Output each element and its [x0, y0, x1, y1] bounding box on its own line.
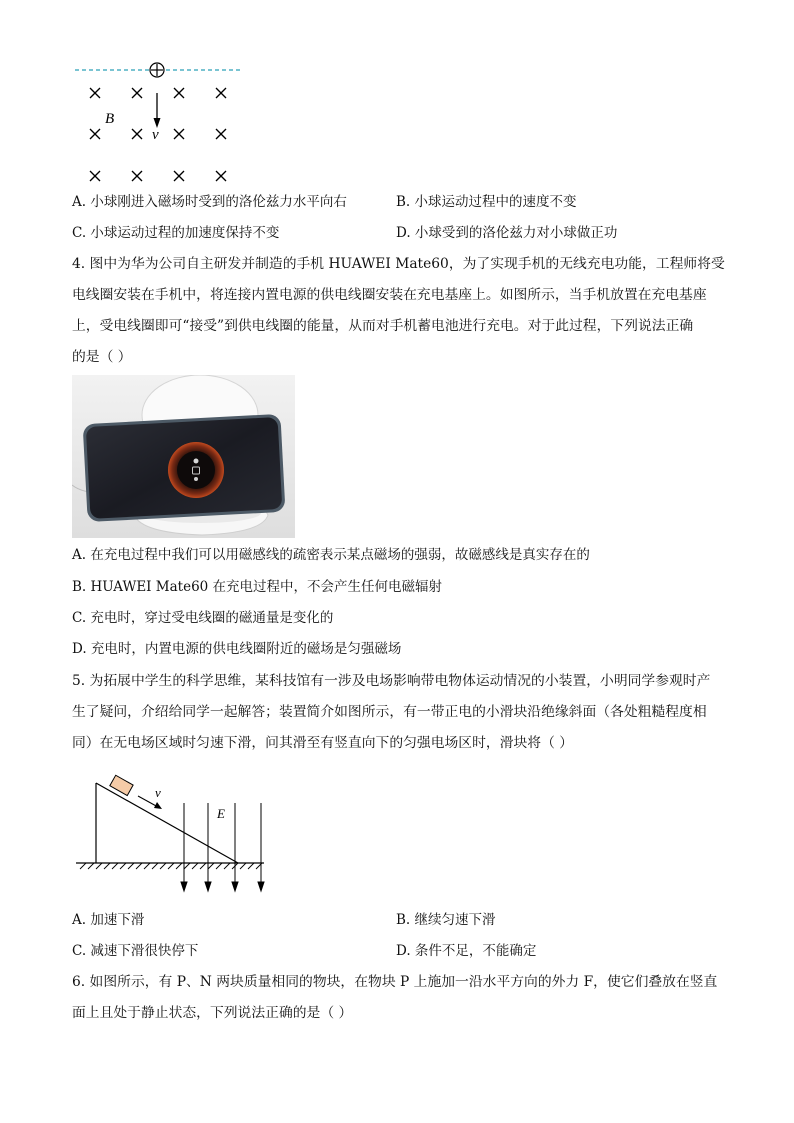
label-E: E	[217, 806, 225, 821]
q4-stem-line-2: 电线圈安装在手机中，将连接内置电源的供电线圈安装在充电基座上。如图所示，当手机放置在充电基座	[72, 287, 707, 303]
incline-slope	[96, 783, 238, 863]
q4-option-d: D. 充电时，内置电源的供电线圈附近的磁场是匀强磁场	[72, 641, 402, 657]
q5-option-a: A. 加速下滑	[72, 912, 145, 928]
q4-option-c: C. 充电时，穿过受电线圈的磁通量是变化的	[72, 610, 334, 626]
magnetic-field-figure	[60, 55, 260, 190]
q4-stem-line-3: 上，受电线圈即可“接受”到供电线圈的能量，从而对手机蓄电池进行充电。对于此过程，下列说法正确	[72, 318, 694, 334]
q4-option-b: B. HUAWEI Mate60 在充电过程中，不会产生任何电磁辐射	[72, 579, 443, 595]
q4-stem-line-4: 的是（ ）	[72, 349, 132, 365]
label-v: v	[155, 785, 161, 800]
q5-option-b: B. 继续匀速下滑	[396, 912, 496, 928]
q3-option-d: D. 小球受到的洛伦兹力对小球做正功	[396, 225, 618, 241]
q6-stem-line-1: 6. 如图所示，有 P、N 两块质量相同的物块，在物块 P 上施加一沿水平方向的外力 F，使它们叠放在竖直	[72, 974, 718, 990]
q5-option-d: D. 条件不足，不能确定	[396, 943, 537, 959]
q4-option-a: A. 在充电过程中我们可以用磁感线的疏密表示某点磁场的强弱，故磁感线是真实存在的	[72, 547, 590, 563]
q3-option-c: C. 小球运动过程的加速度保持不变	[72, 225, 280, 241]
q3-option-b: B. 小球运动过程中的速度不变	[396, 194, 577, 210]
q3-option-a: A. 小球刚进入磁场时受到的洛伦兹力水平向右	[72, 194, 347, 210]
q5-option-c: C. 减速下滑很快停下	[72, 943, 199, 959]
q6-stem-line-2: 面上且处于静止状态，下列说法正确的是（ ）	[72, 1005, 353, 1021]
q5-stem-line-3: 同）在无电场区域时匀速下滑，问其滑至有竖直向下的匀强电场区时，滑块将（ ）	[72, 735, 574, 751]
label-v: v	[152, 127, 159, 143]
q4-stem-line-1: 4. 图中为华为公司自主研发并制造的手机 HUAWEI Mate60，为了实现手机的无线充电功能，工程师将受	[72, 256, 725, 272]
q5-stem-line-2: 生了疑问，介绍给同学一起解答；装置简介如图所示，有一带正电的小滑块沿绝缘斜面（各处粗糙程度相	[72, 704, 707, 720]
phone-charger-photo	[72, 375, 295, 538]
label-B: B	[105, 111, 115, 127]
q5-stem-line-1: 5. 为拓展中学生的科学思维，某科技馆有一涉及电场影响带电物体运动情况的小装置，小明同学参观时产	[72, 673, 711, 689]
incline-field-figure	[72, 768, 272, 898]
